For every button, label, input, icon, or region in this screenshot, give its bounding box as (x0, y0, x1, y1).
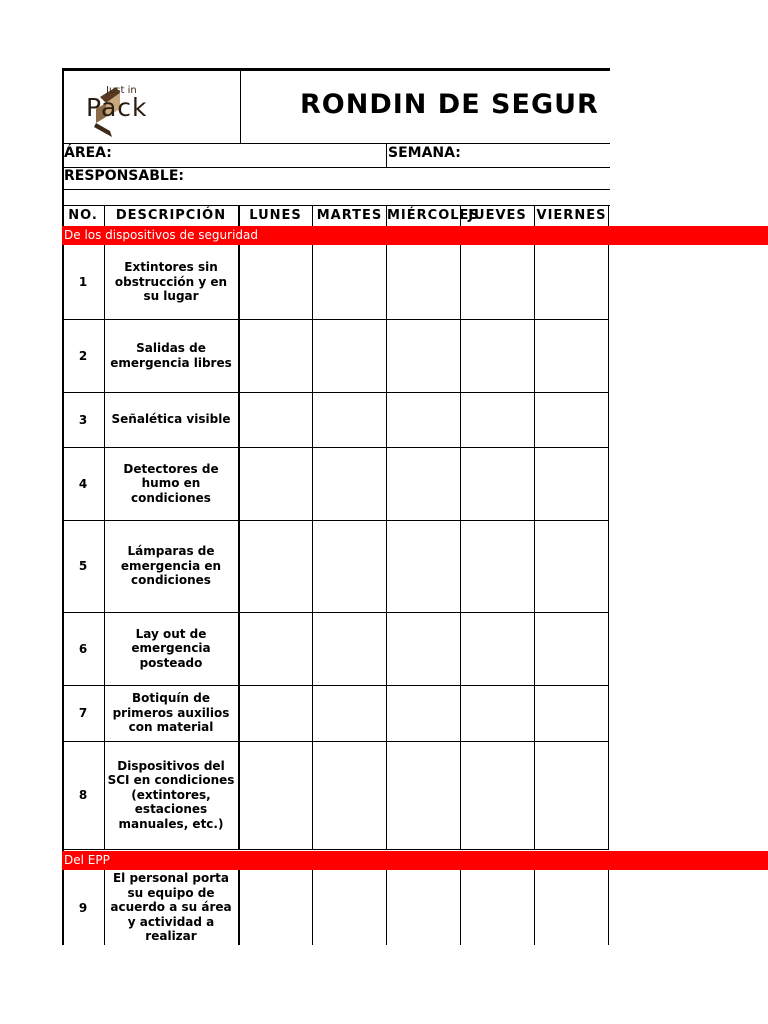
day-check-cell[interactable] (239, 447, 312, 520)
day-check-cell[interactable] (387, 870, 460, 945)
day-check-cell[interactable] (239, 520, 312, 612)
divider (62, 143, 610, 144)
day-check-cell[interactable] (535, 685, 608, 741)
day-check-cell[interactable] (313, 612, 386, 685)
day-check-cell[interactable] (239, 741, 312, 849)
divider (608, 245, 609, 849)
day-check-cell[interactable] (461, 319, 534, 392)
day-check-cell[interactable] (313, 447, 386, 520)
divider (62, 849, 609, 850)
area-label: ÁREA: (64, 145, 112, 161)
responsable-label: RESPONSABLE: (64, 168, 184, 184)
divider (386, 205, 387, 226)
day-check-cell[interactable] (461, 741, 534, 849)
row-description: Salidas de emergencia libres (110, 341, 232, 370)
divider (386, 143, 387, 167)
header-block (62, 68, 610, 144)
divider (312, 205, 313, 226)
section-band: Del EPP (62, 851, 768, 870)
day-check-cell[interactable] (461, 447, 534, 520)
semana-label: SEMANA: (388, 145, 461, 161)
divider (534, 205, 535, 226)
divider (608, 205, 609, 226)
row-description: Detectores de humo en condiciones (123, 461, 219, 505)
row-description: Extintores sin obstrucción y en su lugar (114, 260, 228, 304)
column-header-no: NO. (68, 208, 98, 223)
day-check-cell[interactable] (387, 685, 460, 741)
day-check-cell[interactable] (387, 245, 460, 319)
divider (104, 205, 105, 226)
row-number: 8 (78, 788, 88, 802)
row-number: 6 (78, 641, 88, 656)
row-number: 9 (78, 900, 88, 915)
day-check-cell[interactable] (313, 741, 386, 849)
row-description: Dispositivos del SCI en condiciones (extintores, estaciones manuales, etc.) (107, 758, 235, 831)
day-check-cell[interactable] (387, 520, 460, 612)
day-check-cell[interactable] (461, 392, 534, 447)
day-check-cell[interactable] (239, 685, 312, 741)
day-check-cell[interactable] (313, 245, 386, 319)
day-check-cell[interactable] (387, 392, 460, 447)
logo-small-text: Just in (106, 85, 137, 96)
day-check-cell[interactable] (387, 612, 460, 685)
day-check-cell[interactable] (461, 245, 534, 319)
day-check-cell[interactable] (239, 870, 312, 945)
day-check-cell[interactable] (387, 447, 460, 520)
day-check-cell[interactable] (535, 319, 608, 392)
logo-cell (64, 71, 241, 144)
row-description: Señalética visible (111, 412, 231, 427)
day-check-cell[interactable] (313, 392, 386, 447)
day-check-cell[interactable] (535, 392, 608, 447)
row-number: 4 (78, 476, 88, 491)
row-description: Lámparas de emergencia en condiciones (120, 544, 222, 588)
day-check-cell[interactable] (535, 245, 608, 319)
row-number: 7 (78, 706, 88, 720)
row-number: 3 (78, 412, 88, 427)
day-check-cell[interactable] (313, 685, 386, 741)
column-header-descripcion: DESCRIPCIÓN (115, 208, 227, 223)
day-check-cell[interactable] (535, 447, 608, 520)
column-header-martes: MARTES (316, 208, 383, 223)
day-check-cell[interactable] (239, 392, 312, 447)
row-description: Botiquín de primeros auxilios con material (112, 691, 230, 735)
day-check-cell[interactable] (313, 870, 386, 945)
page-title: RONDIN DE SEGUR (300, 89, 599, 120)
column-header-viernes: VIERNES (536, 208, 607, 223)
day-check-cell[interactable] (239, 319, 312, 392)
day-check-cell[interactable] (461, 685, 534, 741)
day-check-cell[interactable] (535, 870, 608, 945)
day-check-cell[interactable] (461, 612, 534, 685)
day-check-cell[interactable] (387, 741, 460, 849)
day-check-cell[interactable] (535, 612, 608, 685)
row-description: Lay out de emergencia posteado (131, 626, 211, 670)
row-description: El personal porta su equipo de acuerdo a su área y actividad a realizar (110, 871, 232, 944)
day-check-cell[interactable] (313, 520, 386, 612)
day-check-cell[interactable] (387, 319, 460, 392)
column-header-jueves: JUEVES (468, 208, 527, 223)
divider (238, 205, 240, 226)
day-check-cell[interactable] (239, 245, 312, 319)
day-check-cell[interactable] (535, 520, 608, 612)
day-check-cell[interactable] (461, 870, 534, 945)
day-check-cell[interactable] (313, 319, 386, 392)
column-header-lunes: LUNES (249, 208, 302, 223)
logo-large-text: Pack (86, 93, 148, 122)
divider (62, 189, 610, 190)
day-check-cell[interactable] (461, 520, 534, 612)
day-check-cell[interactable] (239, 612, 312, 685)
divider (608, 870, 609, 945)
row-number: 2 (78, 348, 88, 363)
row-number: 1 (78, 275, 88, 289)
section-band: De los dispositivos de seguridad (62, 226, 768, 245)
day-check-cell[interactable] (535, 741, 608, 849)
divider (460, 205, 461, 226)
column-header-miercoles: MIÉRCOLES (387, 208, 480, 223)
row-number: 5 (78, 559, 88, 573)
